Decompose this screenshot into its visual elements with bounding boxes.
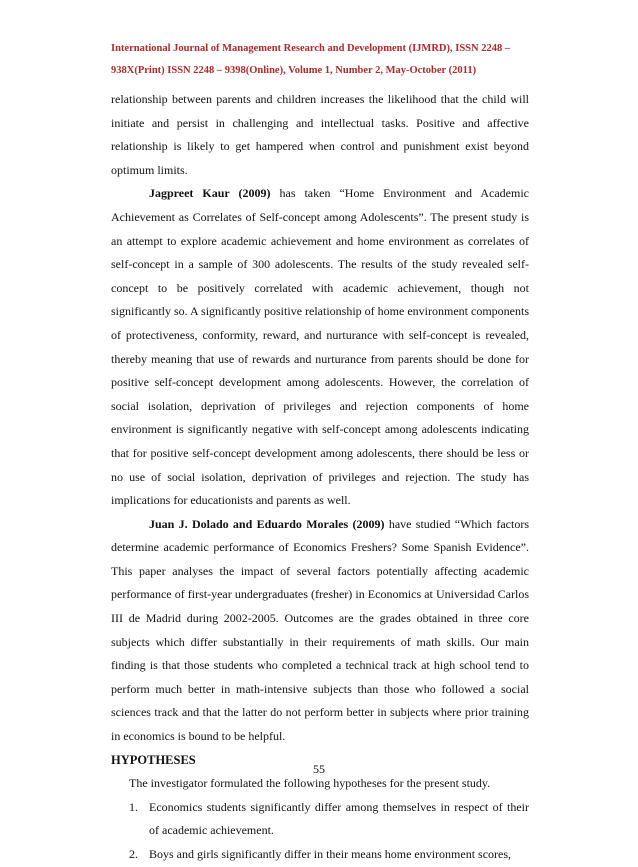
hypotheses-list bbox=[111, 796, 529, 867]
paragraph-1: relationship between parents and children increases the likelihood that the child will initiate and persist in challenging and intellectual tasks. Positive and affective relationship is likely to get hampered when control and punishment exist beyond optimum limits. bbox=[111, 92, 529, 177]
body-text bbox=[111, 88, 529, 867]
list-item-text: Boys and girls significantly differ in their means home environment scores, bbox=[149, 847, 512, 861]
list-item-number: 1. bbox=[129, 799, 138, 814]
paragraph-3 bbox=[111, 513, 529, 749]
paragraph-2-text: has taken “Home Environment and Academic Achievement as Correlates of Self-concept among Adolescents”. The present study is an attempt to explore academic achievement and home environment as correlates of self-concept in a sample of 300 adolescents. The results of the study revealed self-concept to be positively correlated with academic achievement, though not significantly so. A significantly positive relationship of home environment components of protectiveness, conformity, reward, and nurturance with self-concept is revealed, thereby meaning that use of rewards and nurturance from parents should be done for positive self-concept development among adolescents. However, the correlation of social isolation, deprivation of privileges and rejection components of home environment is significantly negative with self-concept among adolescents indicating that for positive self-concept development among adolescents, there should be less or no use of social isolation, deprivation of privileges and rejection. The study has implications for educationists and parents as well. bbox=[111, 186, 530, 508]
paragraph-3-text: have studied “Which factors determine academic performance of Economics Freshers? Some Spanish Evidence”. This paper analyses the impact of several factors potentially affecting academic performance of first-year undergraduates (fresher) in Economics at Universidad Carlos III de Madrid during 2002-2005. Outcomes are the grades obtained in three core subjects which differ substantially in their requirements of math skills. Our main finding is that those students who completed a technical track at high school tend to perform much better in math-intensive subjects than those who followed a social sciences track and that the latter do not perform better in subjects where prior training in economics is bound to be helpful. bbox=[111, 516, 529, 744]
page-number: 55 bbox=[313, 762, 325, 776]
author-citation: Juan J. Dolado and Eduardo Morales (2009) bbox=[149, 516, 385, 531]
hypotheses-intro: The investigator formulated the following hypotheses for the present study. bbox=[129, 776, 491, 791]
section-heading: HYPOTHESES bbox=[111, 752, 196, 767]
paragraph-2 bbox=[111, 182, 529, 512]
list-item-text: Economics students significantly differ among themselves in respect of their of academic achievement. bbox=[149, 799, 529, 838]
list-item bbox=[111, 796, 529, 843]
journal-header bbox=[111, 38, 529, 82]
list-item-number: 2. bbox=[129, 847, 138, 861]
journal-header-line-2: 938X(Print) ISSN 2248 – 9398(Online), Volume 1, Number 2, May-October (2011) bbox=[111, 65, 477, 76]
author-citation: Jagpreet Kaur (2009) bbox=[149, 186, 271, 201]
journal-header-line-1: International Journal of Management Research and Development (IJMRD), ISSN 2248 – bbox=[111, 43, 511, 54]
list-item bbox=[111, 843, 529, 867]
